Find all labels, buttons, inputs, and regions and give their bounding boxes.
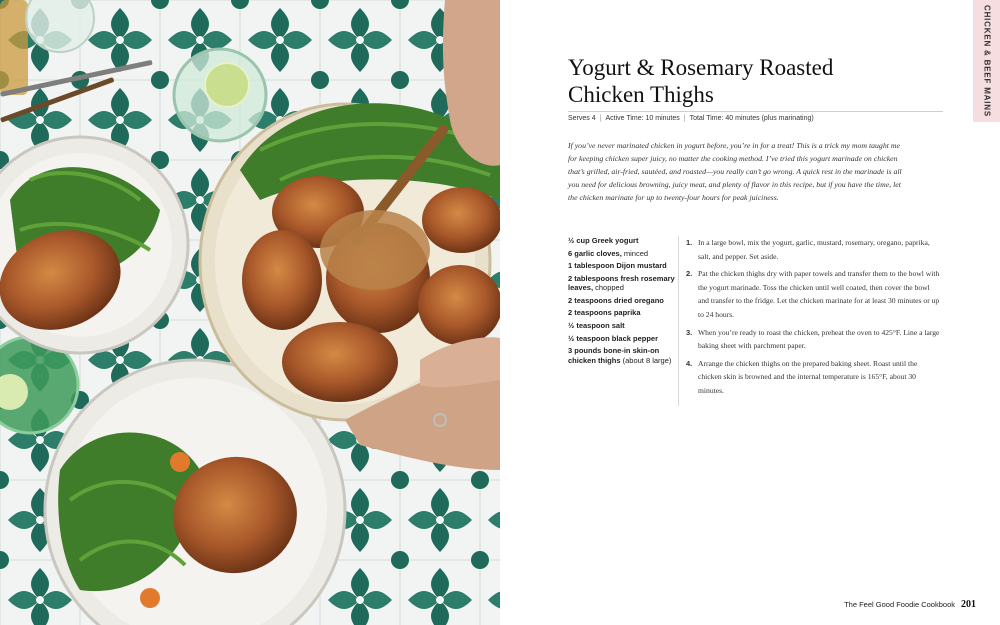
meta-separator: |	[683, 115, 686, 122]
step-item	[686, 236, 940, 263]
ingredient-item	[568, 308, 678, 318]
step-text: Pat the chicken thighs dry with paper towels and transfer them to the bowl with the yogurt marinade. Toss the chicken until well coated, then cover the bowl and transfer to the fridge. Let the chicken marinate for at least 30 minutes or up to 24 hours.	[698, 269, 940, 319]
step-item	[686, 267, 940, 321]
step-item	[686, 326, 940, 353]
ingredient-amount: 1 tablespoon Dijon mustard	[568, 261, 667, 271]
ingredient-amount: 2 tablespoons fresh rosemary leaves,	[568, 273, 675, 293]
active-time: Active Time: 10 minutes	[605, 115, 680, 122]
ingredient-amount: ½ teaspoon black pepper	[568, 333, 659, 343]
column-divider	[678, 236, 679, 406]
step-text: Arrange the chicken thighs on the prepared baking sheet. Roast until the chicken skin is browned and the internal temperature is 165°F, about 30 minutes.	[698, 358, 918, 395]
meta-separator: |	[599, 115, 602, 122]
ingredient-item	[568, 236, 678, 246]
ingredient-note: minced	[621, 248, 649, 258]
step-number: 2.	[686, 269, 693, 279]
step-number: 4.	[686, 358, 693, 368]
ingredient-item	[568, 296, 678, 306]
recipe-meta	[568, 115, 814, 122]
ingredient-amount: 3 pounds bone-in skin-on chicken thighs	[568, 346, 660, 365]
serves: Serves 4	[568, 115, 596, 122]
ingredient-item	[568, 321, 678, 331]
ingredient-item	[568, 334, 678, 344]
ingredient-item	[568, 346, 678, 365]
ingredient-amount: 6 garlic cloves,	[568, 248, 622, 258]
section-tab	[973, 0, 1000, 122]
ingredient-item	[568, 261, 678, 271]
step-text: When you’re ready to roast the chicken, preheat the oven to 425°F. Line a large baking sheet with parchment paper.	[698, 327, 940, 351]
step-number: 3.	[686, 327, 693, 337]
page-number: 201	[961, 599, 976, 610]
ingredient-amount: 2 teaspoons dried oregano	[568, 295, 664, 305]
step-list	[686, 236, 940, 402]
step-number: 1.	[686, 238, 693, 247]
section-tab-label: CHICKEN & BEEF MAINS	[982, 4, 991, 118]
recipe-page	[500, 0, 1000, 625]
ingredient-note: chopped	[593, 283, 624, 293]
ingredient-amount: 2 teaspoons paprika	[568, 308, 641, 318]
step-item	[686, 357, 940, 398]
recipe-intro: If you’ve never marinated chicken in yogurt before, you’re in for a treat! This is a trick my mom taught me for keeping chicken super juicy, no matter the cooking method. I’ve tried this yogurt marinade on chicken that’s grilled, air-fried, sautéed, and roasted—you really can’t go wrong. A quick rest in the marinade is all you need for delicious browning, juicy meat, and plenty of flavor in this recipe, but if you have the time, let the chicken marinate for up to twenty-four hours for peak juiciness.	[568, 141, 902, 202]
page-footer	[844, 594, 976, 612]
step-text: In a large bowl, mix the yogurt, garlic, mustard, rosemary, oregano, paprika, salt, and pepper. Set aside.	[698, 238, 930, 261]
recipe-title: Yogurt & Rosemary Roasted Chicken Thighs	[568, 55, 834, 107]
ingredient-list	[568, 236, 678, 368]
ingredient-note: (about 8 large)	[620, 355, 672, 365]
title-divider	[568, 111, 943, 112]
ingredient-item	[568, 249, 678, 259]
ingredient-amount: ½ cup Greek yogurt	[568, 236, 639, 245]
ingredient-amount: ½ teaspoon salt	[568, 321, 625, 331]
total-time: Total Time: 40 minutes (plus marinating)	[689, 115, 814, 122]
ingredient-item	[568, 274, 678, 293]
book-title: The Feel Good Foodie Cookbook	[844, 600, 955, 609]
